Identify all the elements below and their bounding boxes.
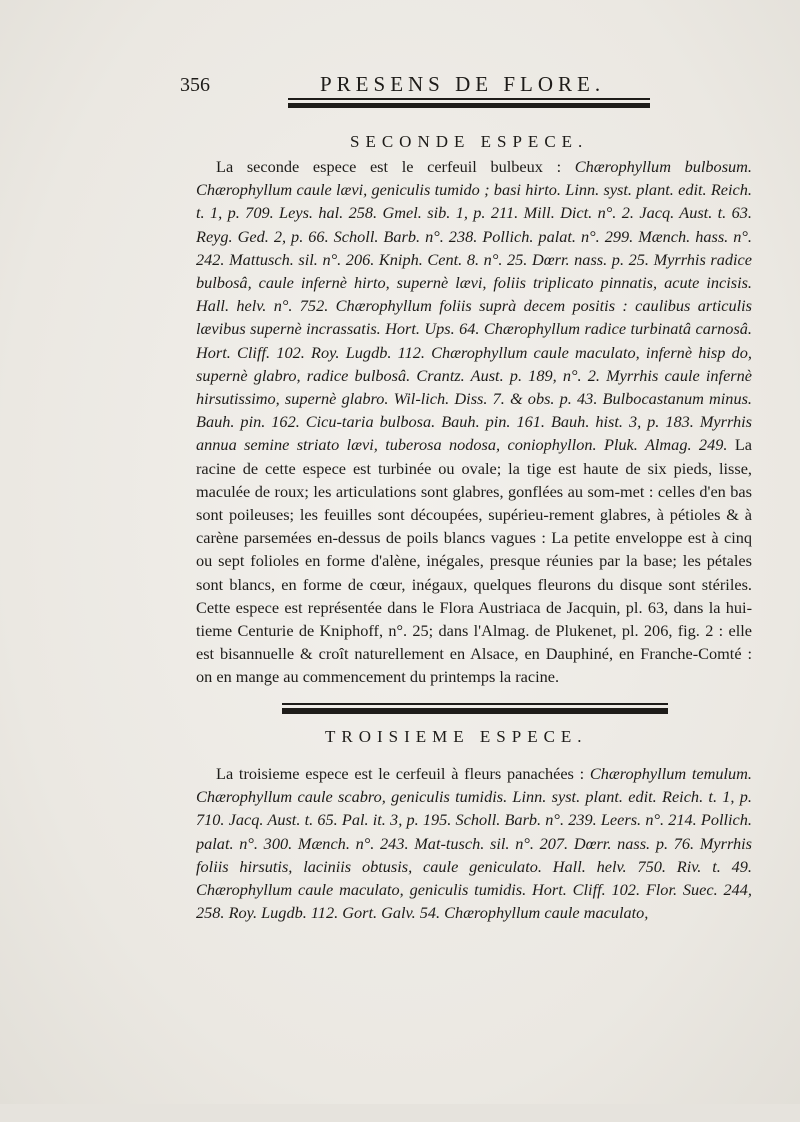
section-rule-thin xyxy=(282,703,668,705)
species-name: Chærophyllum temulum. xyxy=(589,764,752,783)
section-troisieme-text xyxy=(196,762,752,1122)
section-heading-troisieme: TROISIEME ESPECE. xyxy=(325,727,588,746)
header-rule-thin xyxy=(288,98,650,100)
species-name: Chærophyllum bulbosum. xyxy=(574,157,752,176)
running-title: PRESENS DE FLORE. xyxy=(320,72,606,96)
description-text: La racine de cette espece est turbinée ou ovale; la tige est haute de six pieds, lisse, maculée de roux; les articulations sont glabres, gonflées au som-met : celles d'en bas sont poileuses; les feuilles sont découpées, supérieu-rement glabres, à pétioles & à carène parsemées en-dessus de poils blancs vagues : La petite enveloppe est à cinq ou sept folioles en forme d'alène, inégales, presque réunies par la base; les pétales sont blancs, en forme de cœur, inégaux, quelques fleurons du disque sont stériles. Cette espece est représentée dans le Flora Austriaca de Jacquin, pl. 63, dans la hui-tieme Centurie de Kniphoff, n°. 25; dans l'Almag. de Plukenet, pl. 206, fig. 2 : elle est bisannuelle & croît naturellement en Alsace, en Dauphiné, en Franche-Comté : on en mange au commencement du printemps la racine. xyxy=(196,435,752,687)
synonymy-text: Chærophyllum caule scabro, geniculis tumidis. Linn. syst. plant. edit. Reich. t. 1, p. 710. Jacq. Aust. t. 65. Pal. it. 3, p. 195. Scholl. Barb. n°. 239. Leers. n°. 214. Pollich. palat. n°. 300. Mænch. n°. 243. Mat-tusch. sil. n°. 207. Dœrr. nass. p. 76. Myrrhis foliis hirsutis, laciniis obtusis, caule geniculato. Hall. helv. 750. Riv. t. 49. Chærophyllum caule maculato, geniculis tumidis. Hort. Cliff. 102. Flor. Suec. 244, 258. Roy. Lugdb. 112. Gort. Galv. 54. Chærophyllum caule maculato, xyxy=(196,787,752,923)
section-seconde-text xyxy=(196,155,752,690)
section-rule-thick xyxy=(282,708,668,714)
section-heading-seconde: SECONDE ESPECE. xyxy=(350,132,589,151)
intro-text: La troisieme espece est le cerfeuil à fleurs panachées : xyxy=(216,764,590,783)
synonymy-text: Chærophyllum caule lævi, geniculis tumido ; basi hirto. Linn. syst. plant. edit. Reich. t. 1, p. 709. Leys. hal. 258. Gmel. sib. 1, p. 211. Mill. Dict. n°. 2. Jacq. Aust. t. 63. Reyg. Ged. 2, p. 66. Scholl. Barb. n°. 238. Pollich. palat. n°. 299. Mænch. hass. n°. 242. Mattusch. sil. n°. 206. Kniph. Cent. 8. n°. 25. Dœrr. nass. p. 25. Myrrhis radice bulbosâ, caule infernè hirto, supernè lævi, foliis triplicato pinnatis, acute incisis. Hall. helv. n°. 752. Chærophyllum foliis suprà decem positis : caulibus articulis lævibus supernè incrassatis. Hort. Ups. 64. Chærophyllum radice turbinatâ carnosâ. Hort. Cliff. 102. Roy. Lugdb. 112. Chærophyllum caule maculato, infernè hisp do, supernè glabro, radice bulbosâ. Crantz. Aust. p. 189, n°. 2. Myrrhis caule infernè hirsutissimo, supernè glabro. Wil-lich. Diss. 7. & obs. p. 43. Bulbocastanum minus. Bauh. pin. 162. Cicu-taria bulbosa. Bauh. pin. 161. Bauh. hist. 3, p. 183. Myrrhis annua semine striato lævi, tuberosa nodosa, coniophyllon. Pluk. Almag. 249. xyxy=(196,180,752,455)
header-rule-thick xyxy=(288,103,650,108)
page-number: 356 xyxy=(180,74,210,96)
intro-text: La seconde espece est le cerfeuil bulbeux : xyxy=(216,157,575,176)
